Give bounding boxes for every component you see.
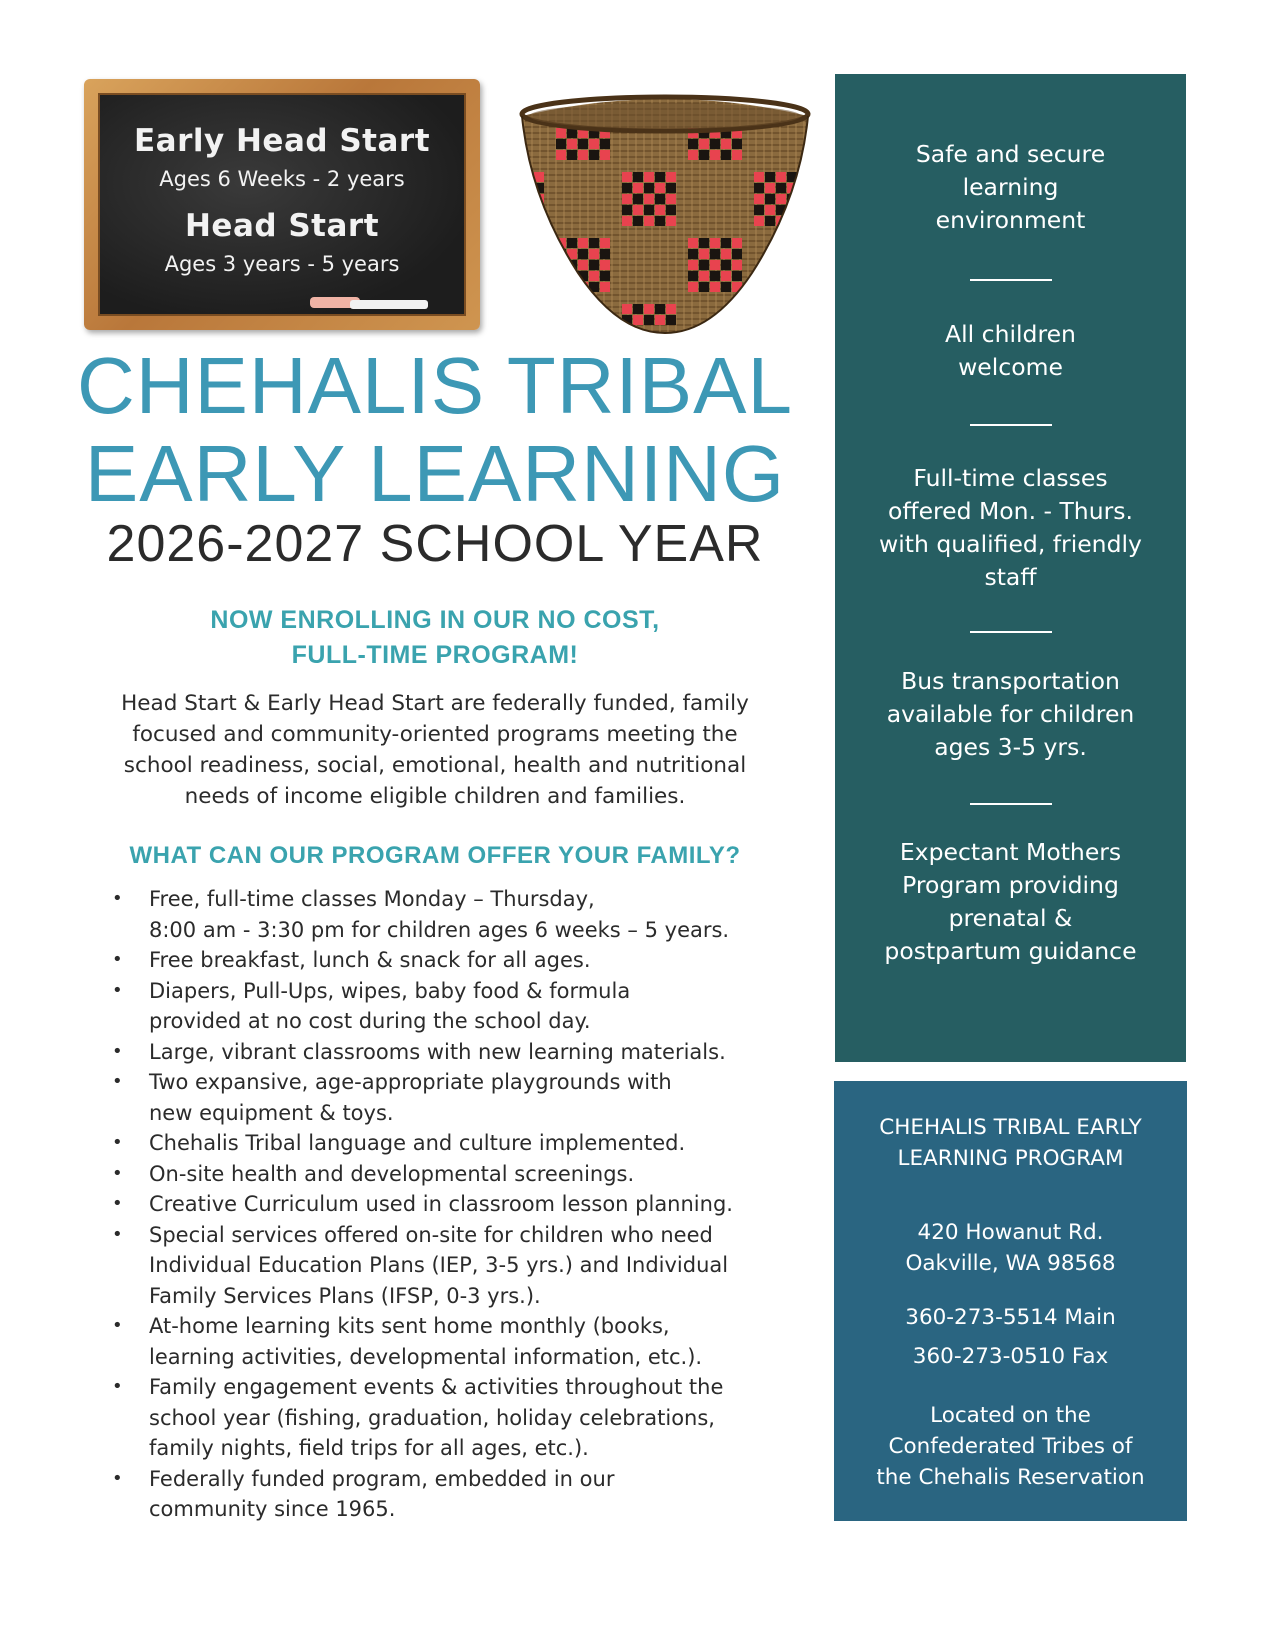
chalkboard-image bbox=[84, 79, 480, 330]
basket-dark-square bbox=[798, 315, 808, 325]
basket-red-square bbox=[732, 260, 742, 270]
basket-red-square bbox=[655, 315, 665, 325]
white-chalk bbox=[350, 300, 428, 309]
basket-red-square bbox=[776, 304, 786, 314]
headline-school-year: 2026-2027 SCHOOL YEAR bbox=[106, 515, 764, 573]
basket-dark-square bbox=[600, 139, 610, 149]
offer-item bbox=[108, 1037, 828, 1068]
basket-red-square bbox=[622, 172, 632, 182]
chalkboard-line-ages-hs: Ages 3 years - 5 years bbox=[164, 252, 400, 276]
intro-line: focused and community-oriented programs meeting the bbox=[132, 722, 738, 747]
feature-block bbox=[835, 138, 1186, 237]
feature-line: ages 3-5 yrs. bbox=[934, 733, 1087, 761]
feature-line: Program providing bbox=[902, 871, 1119, 899]
offer-item bbox=[108, 1189, 828, 1220]
offer-item-line: Chehalis Tribal language and culture implemented. bbox=[149, 1131, 686, 1155]
basket-red-square bbox=[512, 194, 522, 204]
feature-line: postpartum guidance bbox=[884, 937, 1137, 965]
offer-item-line: Large, vibrant classrooms with new learning materials. bbox=[149, 1039, 726, 1064]
basket-red-square bbox=[776, 194, 786, 204]
offer-item bbox=[108, 1220, 828, 1312]
basket-dark-square bbox=[567, 282, 577, 292]
basket-red-square bbox=[732, 282, 742, 292]
basket-red-square bbox=[787, 315, 797, 325]
offer-item-line: Creative Curriculum used in classroom lesson planning. bbox=[149, 1192, 733, 1216]
feature-line: learning bbox=[962, 173, 1059, 201]
basket-dark-square bbox=[512, 205, 522, 215]
basket-dark-square bbox=[567, 238, 577, 248]
phone-fax: 360-273-0510 Fax bbox=[912, 1344, 1109, 1369]
basket-red-square bbox=[666, 194, 676, 204]
basket-dark-square bbox=[787, 304, 797, 314]
basket-red-square bbox=[765, 205, 775, 215]
basket-red-square bbox=[710, 260, 720, 270]
bullet-icon: • bbox=[112, 888, 123, 909]
org-name-line-1: CHEHALIS TRIBAL EARLY bbox=[879, 1115, 1142, 1140]
basket-dark-square bbox=[534, 205, 544, 215]
basket-dark-square bbox=[622, 183, 632, 193]
address bbox=[834, 1217, 1187, 1279]
bullet-icon: • bbox=[112, 1376, 123, 1397]
basket-red-square bbox=[688, 282, 698, 292]
basket-red-square bbox=[754, 304, 764, 314]
basket-red-square bbox=[710, 282, 720, 292]
basket-red-square bbox=[732, 150, 742, 160]
basket-dark-square bbox=[688, 139, 698, 149]
basket-red-square bbox=[523, 183, 533, 193]
feature-line: available for children bbox=[886, 700, 1135, 728]
basket-red-square bbox=[798, 304, 808, 314]
offer-item bbox=[108, 1159, 828, 1190]
basket-dark-square bbox=[666, 183, 676, 193]
offer-item-line: Two expansive, age-appropriate playgrounds with bbox=[149, 1070, 672, 1094]
basket-dark-square bbox=[776, 183, 786, 193]
basket-red-square bbox=[710, 150, 720, 160]
basket-red-square bbox=[699, 139, 709, 149]
basket-dark-square bbox=[688, 249, 698, 259]
basket-dark-square bbox=[765, 304, 775, 314]
offer-item-line: At-home learning kits sent home monthly (books, bbox=[149, 1314, 670, 1338]
location-line-2: Confederated Tribes of bbox=[888, 1434, 1133, 1459]
offer-item-line: new equipment & toys. bbox=[149, 1100, 394, 1125]
offer-item bbox=[108, 1128, 828, 1159]
location-line-3: the Chehalis Reservation bbox=[876, 1465, 1145, 1490]
basket-red-square bbox=[589, 249, 599, 259]
basket-dark-square bbox=[578, 249, 588, 259]
basket-red-square bbox=[798, 194, 808, 204]
location-line-1: Located on the bbox=[930, 1403, 1091, 1428]
basket-dark-square bbox=[655, 216, 665, 226]
basket-red-square bbox=[512, 172, 522, 182]
basket-red-square bbox=[556, 260, 566, 270]
basket-dark-square bbox=[699, 150, 709, 160]
basket-dark-square bbox=[578, 139, 588, 149]
basket-red-square bbox=[666, 216, 676, 226]
basket-dark-square bbox=[512, 315, 522, 325]
feature-block bbox=[835, 836, 1186, 968]
feature-line: Safe and secure bbox=[915, 140, 1106, 168]
basket-red-square bbox=[798, 172, 808, 182]
basket-red-square bbox=[787, 205, 797, 215]
basket-red-square bbox=[655, 183, 665, 193]
basket-dark-square bbox=[556, 271, 566, 281]
feature-line: Expectant Mothers bbox=[899, 838, 1122, 866]
basket-red-square bbox=[622, 216, 632, 226]
basket-dark-square bbox=[655, 304, 665, 314]
basket-dark-square bbox=[523, 304, 533, 314]
basket-red-square bbox=[699, 271, 709, 281]
enrollment-callout bbox=[70, 603, 800, 673]
basket-dark-square bbox=[710, 271, 720, 281]
basket-dark-square bbox=[567, 150, 577, 160]
basket-red-square bbox=[633, 205, 643, 215]
basket-red-square bbox=[721, 139, 731, 149]
basket-red-square bbox=[523, 205, 533, 215]
basket-red-square bbox=[622, 304, 632, 314]
basket-dark-square bbox=[633, 172, 643, 182]
basket-red-square bbox=[710, 238, 720, 248]
offer-item-line: learning activities, developmental information, etc.). bbox=[149, 1344, 703, 1369]
basket-dark-square bbox=[655, 194, 665, 204]
basket-red-square bbox=[732, 238, 742, 248]
basket-red-square bbox=[600, 282, 610, 292]
basket-dark-square bbox=[765, 216, 775, 226]
feature-line: prenatal & bbox=[948, 904, 1073, 932]
basket-dark-square bbox=[633, 194, 643, 204]
offer-item bbox=[108, 884, 828, 945]
basket-dark-square bbox=[798, 183, 808, 193]
basket-dark-square bbox=[776, 315, 786, 325]
basket-dark-square bbox=[666, 315, 676, 325]
basket-dark-square bbox=[666, 205, 676, 215]
basket-dark-square bbox=[721, 238, 731, 248]
address-line-2: Oakville, WA 98568 bbox=[905, 1251, 1116, 1276]
basket-red-square bbox=[589, 139, 599, 149]
basket-dark-square bbox=[798, 205, 808, 215]
basket-dark-square bbox=[589, 238, 599, 248]
bullet-icon: • bbox=[112, 979, 123, 1001]
intro-line: school readiness, social, emotional, health and nutritional bbox=[123, 753, 747, 778]
chalkboard-line-ages-ehs: Ages 6 Weeks - 2 years bbox=[159, 167, 405, 191]
basket-dark-square bbox=[699, 238, 709, 248]
offer-item bbox=[108, 1311, 828, 1372]
feature-block bbox=[835, 665, 1186, 764]
offer-item bbox=[108, 976, 828, 1037]
basket-red-square bbox=[666, 304, 676, 314]
basket-dark-square bbox=[754, 205, 764, 215]
basket-red-square bbox=[512, 216, 522, 226]
feature-divider bbox=[970, 631, 1052, 633]
basket-red-square bbox=[556, 128, 566, 138]
offer-list bbox=[108, 884, 828, 1525]
basket-red-square bbox=[721, 271, 731, 281]
basket-dark-square bbox=[765, 172, 775, 182]
basket-dark-square bbox=[721, 260, 731, 270]
bullet-icon: • bbox=[112, 1193, 123, 1214]
basket-dark-square bbox=[523, 216, 533, 226]
basket-red-square bbox=[556, 150, 566, 160]
offer-item-line: school year (fishing, graduation, holiday celebrations, bbox=[149, 1405, 715, 1430]
basket-red-square bbox=[644, 194, 654, 204]
bullet-icon: • bbox=[112, 1040, 123, 1062]
bullet-icon: • bbox=[112, 1315, 123, 1336]
offer-item-line: On-site health and developmental screenings. bbox=[149, 1161, 635, 1186]
basket-red-square bbox=[688, 150, 698, 160]
basket-red-square bbox=[600, 260, 610, 270]
offer-item-line: Family Services Plans (IFSP, 0-3 yrs.). bbox=[149, 1283, 541, 1308]
basket-red-square bbox=[578, 260, 588, 270]
basket-dark-square bbox=[622, 205, 632, 215]
basket-dark-square bbox=[710, 139, 720, 149]
feature-line: staff bbox=[984, 563, 1037, 591]
basket-dark-square bbox=[633, 216, 643, 226]
basket-dark-square bbox=[754, 315, 764, 325]
basket-dark-square bbox=[688, 271, 698, 281]
feature-divider bbox=[970, 424, 1052, 426]
basket-red-square bbox=[578, 150, 588, 160]
basket-dark-square bbox=[644, 315, 654, 325]
chalkboard-line-head-start: Head Start bbox=[184, 208, 380, 244]
basket-red-square bbox=[699, 249, 709, 259]
offer-item-line: Diapers, Pull-Ups, wipes, baby food & formula bbox=[149, 978, 631, 1003]
basket-red-square bbox=[523, 315, 533, 325]
bullet-icon: • bbox=[112, 1223, 123, 1245]
offer-item-line: Federally funded program, embedded in our bbox=[149, 1466, 615, 1491]
basket-red-square bbox=[666, 172, 676, 182]
basket-red-square bbox=[765, 183, 775, 193]
basket-dark-square bbox=[633, 304, 643, 314]
offer-item-line: Free, full-time classes Monday – Thursday, bbox=[149, 887, 595, 911]
basket-dark-square bbox=[721, 282, 731, 292]
phone-main: 360-273-5514 Main bbox=[905, 1305, 1116, 1330]
basket-red-square bbox=[633, 183, 643, 193]
offer-item-line: Family engagement events & activities throughout the bbox=[149, 1375, 724, 1399]
basket-dark-square bbox=[644, 205, 654, 215]
basket-red-square bbox=[688, 238, 698, 248]
basket-dark-square bbox=[787, 216, 797, 226]
org-name bbox=[834, 1112, 1187, 1174]
basket-dark-square bbox=[732, 139, 742, 149]
basket-red-square bbox=[754, 172, 764, 182]
basket-dark-square bbox=[732, 249, 742, 259]
offer-item-line: community since 1965. bbox=[149, 1497, 396, 1521]
basket-red-square bbox=[556, 282, 566, 292]
feature-line: environment bbox=[935, 206, 1086, 234]
chalkboard-line-early-head-start: Early Head Start bbox=[133, 123, 431, 159]
offer-item-line: Free breakfast, lunch & snack for all ages. bbox=[149, 948, 591, 972]
offer-item bbox=[108, 945, 828, 976]
feature-line: offered Mon. - Thurs. bbox=[888, 497, 1133, 525]
basket-red-square bbox=[765, 315, 775, 325]
basket-dark-square bbox=[644, 183, 654, 193]
basket-dark-square bbox=[600, 249, 610, 259]
offer-item bbox=[108, 1067, 828, 1128]
basket-red-square bbox=[754, 194, 764, 204]
bullet-icon: • bbox=[112, 1132, 123, 1153]
address-line-1: 420 Howanut Rd. bbox=[917, 1220, 1104, 1245]
basket-red-square bbox=[589, 271, 599, 281]
offer-section-title: WHAT CAN OUR PROGRAM OFFER YOUR FAMILY? bbox=[129, 842, 741, 869]
feature-divider bbox=[970, 803, 1052, 805]
basket-dark-square bbox=[721, 150, 731, 160]
basket-red-square bbox=[578, 238, 588, 248]
basket-dark-square bbox=[699, 282, 709, 292]
bullet-icon: • bbox=[112, 1071, 123, 1092]
basket-red-square bbox=[567, 139, 577, 149]
basket-red-square bbox=[622, 194, 632, 204]
offer-item bbox=[108, 1464, 828, 1525]
bullet-icon: • bbox=[112, 1467, 123, 1489]
enrollment-line-1: NOW ENROLLING IN OUR NO COST, bbox=[210, 606, 660, 634]
bullet-icon: • bbox=[112, 1162, 123, 1184]
offer-item-line: Individual Education Plans (IEP, 3-5 yrs.) and Individual bbox=[149, 1253, 729, 1277]
basket-dark-square bbox=[655, 172, 665, 182]
intro-line: needs of income eligible children and families. bbox=[184, 784, 686, 809]
headline-early-learning: EARLY LEARNING bbox=[84, 429, 786, 518]
basket-dark-square bbox=[589, 150, 599, 160]
basket-red-square bbox=[600, 238, 610, 248]
basket-dark-square bbox=[556, 139, 566, 149]
feature-line: Full-time classes bbox=[913, 464, 1108, 492]
basket-red-square bbox=[567, 271, 577, 281]
bullet-icon: • bbox=[112, 949, 123, 970]
feature-line: All children bbox=[945, 320, 1076, 348]
intro-line: Head Start & Early Head Start are federally funded, family bbox=[121, 691, 749, 716]
basket-dark-square bbox=[534, 315, 544, 325]
basket-red-square bbox=[512, 304, 522, 314]
offer-item-line: family nights, field trips for all ages, etc.). bbox=[149, 1436, 589, 1460]
basket-red-square bbox=[644, 172, 654, 182]
basket-red-square bbox=[776, 172, 786, 182]
offer-item-line: 8:00 am - 3:30 pm for children ages 6 weeks – 5 years. bbox=[149, 917, 730, 942]
feature-line: Bus transportation bbox=[901, 667, 1120, 695]
offer-item-line: Special services offered on-site for children who need bbox=[149, 1222, 713, 1247]
basket-red-square bbox=[754, 216, 764, 226]
basket-dark-square bbox=[765, 194, 775, 204]
woven-basket-image bbox=[512, 88, 818, 338]
basket-dark-square bbox=[512, 183, 522, 193]
feature-line: welcome bbox=[958, 353, 1063, 381]
basket-red-square bbox=[644, 304, 654, 314]
offer-item bbox=[108, 1372, 828, 1464]
chalkboard-surface bbox=[98, 93, 466, 316]
basket-red-square bbox=[798, 216, 808, 226]
basket-red-square bbox=[688, 260, 698, 270]
basket-dark-square bbox=[699, 260, 709, 270]
basket-dark-square bbox=[710, 249, 720, 259]
basket-dark-square bbox=[589, 260, 599, 270]
basket-red-square bbox=[633, 315, 643, 325]
basket-red-square bbox=[534, 216, 544, 226]
basket-dark-square bbox=[754, 183, 764, 193]
feature-divider bbox=[970, 279, 1052, 281]
org-name-line-2: LEARNING PROGRAM bbox=[897, 1146, 1124, 1171]
feature-line: with qualified, friendly bbox=[879, 530, 1142, 558]
feature-block bbox=[835, 318, 1186, 384]
offer-item-line: provided at no cost during the school day. bbox=[149, 1009, 591, 1033]
intro-paragraph bbox=[70, 688, 800, 812]
basket-red-square bbox=[721, 249, 731, 259]
basket-dark-square bbox=[732, 271, 742, 281]
basket-red-square bbox=[644, 216, 654, 226]
basket-dark-square bbox=[600, 271, 610, 281]
basket-dark-square bbox=[523, 172, 533, 182]
basket-red-square bbox=[655, 205, 665, 215]
feature-block bbox=[835, 462, 1186, 594]
basket-red-square bbox=[600, 150, 610, 160]
headline-chehalis-tribal: CHEHALIS TRIBAL bbox=[77, 341, 793, 430]
basket-red-square bbox=[534, 304, 544, 314]
location bbox=[834, 1400, 1187, 1493]
enrollment-line-2: FULL-TIME PROGRAM! bbox=[291, 641, 579, 669]
basket-dark-square bbox=[523, 194, 533, 204]
